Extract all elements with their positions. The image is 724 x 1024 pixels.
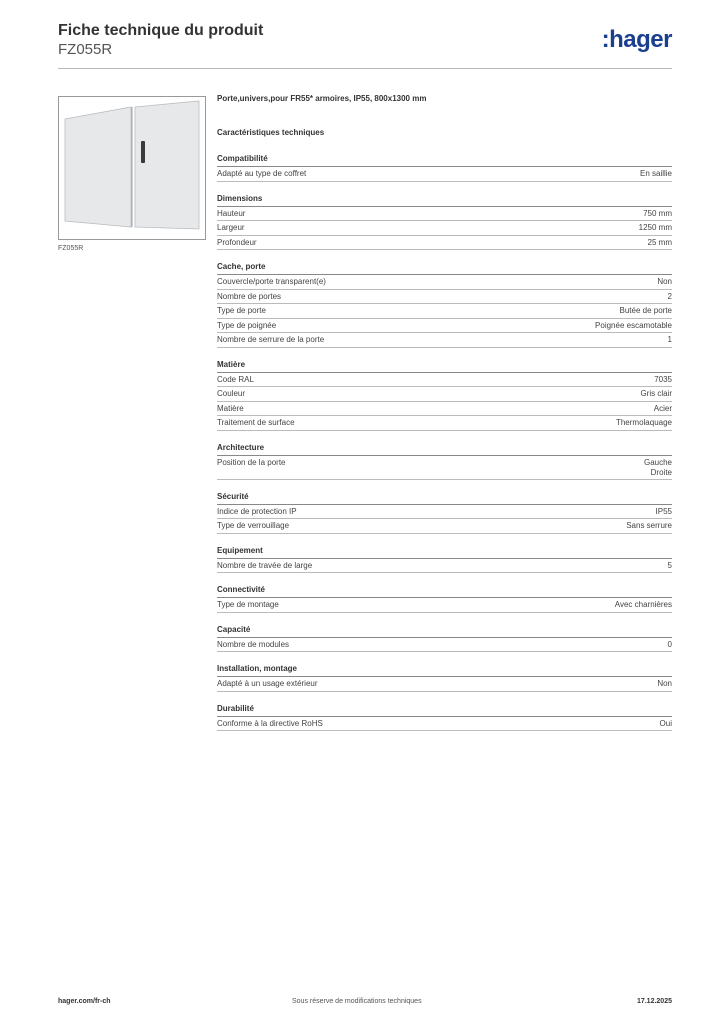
spec-value xyxy=(626,521,672,532)
spec-value-line: En saillie xyxy=(639,169,672,178)
spec-section xyxy=(217,492,672,534)
spec-label: Type de montage xyxy=(217,600,279,609)
spec-row xyxy=(217,387,672,402)
spec-value-line: Non xyxy=(657,277,672,286)
spec-value-line: Oui xyxy=(659,718,672,728)
characteristics-title: Caractéristiques techniques xyxy=(217,128,325,137)
spec-row xyxy=(217,207,672,222)
spec-value-line: 0 xyxy=(667,639,672,649)
spec-value xyxy=(643,209,672,220)
section-title: Compatibilité xyxy=(217,154,672,167)
spec-label: Type de poignée xyxy=(217,320,277,330)
spec-value-line: Poignée escamotable xyxy=(595,320,672,330)
spec-label: Position de la porte xyxy=(217,457,286,467)
spec-value-line: Gauche xyxy=(643,457,672,467)
spec-label: Couvercle/porte transparent(e) xyxy=(217,277,326,286)
section-title: Dimensions xyxy=(217,194,672,207)
spec-value-line: Acier xyxy=(653,403,672,413)
spec-section xyxy=(217,194,672,251)
spec-value xyxy=(616,418,672,429)
spec-value-line: 2 xyxy=(667,291,672,301)
spec-label: Profondeur xyxy=(217,237,257,247)
spec-section xyxy=(217,625,672,653)
spec-row xyxy=(217,677,672,692)
spec-value-line: Non xyxy=(657,679,672,688)
spec-row xyxy=(217,519,672,534)
spec-value xyxy=(644,458,672,478)
spec-content xyxy=(217,94,672,731)
spec-value xyxy=(660,719,672,730)
spec-label: Largeur xyxy=(217,223,245,232)
spec-section xyxy=(217,360,672,431)
header-divider xyxy=(58,68,672,69)
spec-value-line: Droite xyxy=(650,467,672,477)
spec-value xyxy=(639,223,672,234)
spec-value xyxy=(654,375,672,386)
hager-logo[interactable]: :hager xyxy=(601,26,672,53)
section-title: Capacité xyxy=(217,625,672,638)
door-panels-illustration xyxy=(59,97,205,239)
spec-value xyxy=(668,640,672,651)
spec-row xyxy=(217,717,672,732)
spec-value xyxy=(657,277,672,288)
spec-row xyxy=(217,167,672,182)
spec-value-line: 5 xyxy=(667,560,672,570)
spec-label: Nombre de serrure de la porte xyxy=(217,335,325,344)
spec-value xyxy=(668,561,672,572)
spec-value xyxy=(640,169,672,180)
spec-value xyxy=(668,292,672,303)
spec-value xyxy=(615,600,672,611)
spec-label: Code RAL xyxy=(217,374,254,384)
spec-row xyxy=(217,221,672,236)
spec-value-line: 1 xyxy=(667,335,672,344)
spec-section xyxy=(217,546,672,574)
product-image xyxy=(58,96,206,240)
page-title: Fiche technique du produit xyxy=(58,22,264,39)
spec-label: Adapté à un usage extérieur xyxy=(217,679,318,688)
spec-section xyxy=(217,262,672,348)
spec-value xyxy=(657,679,672,690)
spec-row xyxy=(217,638,672,653)
spec-value xyxy=(656,507,672,518)
spec-value xyxy=(654,404,672,415)
spec-label: Hauteur xyxy=(217,208,246,218)
spec-value-line: Thermolaquage xyxy=(615,418,672,427)
spec-row xyxy=(217,333,672,348)
spec-label: Conforme à la directive RoHS xyxy=(217,718,323,728)
spec-row xyxy=(217,319,672,334)
section-title: Cache, porte xyxy=(217,262,672,275)
product-reference: FZ055R xyxy=(58,41,113,58)
page-header xyxy=(58,20,672,70)
section-title: Architecture xyxy=(217,443,672,456)
spec-row xyxy=(217,236,672,251)
spec-value-line: 750 mm xyxy=(643,208,672,218)
spec-value-line: IP55 xyxy=(655,506,672,516)
spec-label: Adapté au type de coffret xyxy=(217,169,307,178)
spec-value xyxy=(595,321,672,332)
spec-value xyxy=(640,389,672,400)
spec-section xyxy=(217,664,672,692)
spec-label: Traitement de surface xyxy=(217,418,295,427)
spec-section xyxy=(217,154,672,182)
spec-value-line: 1250 mm xyxy=(638,223,672,232)
spec-value xyxy=(668,335,672,346)
spec-row xyxy=(217,505,672,520)
spec-value-line: Avec charnières xyxy=(614,600,672,609)
spec-row xyxy=(217,275,672,290)
section-title: Equipement xyxy=(217,546,672,559)
section-title: Matière xyxy=(217,360,672,373)
footer-website-link[interactable]: hager.com/fr-ch xyxy=(58,998,111,1005)
spec-value xyxy=(620,306,672,317)
spec-row xyxy=(217,456,672,480)
spec-label: Nombre de travée de large xyxy=(217,560,313,570)
spec-row xyxy=(217,290,672,305)
spec-section xyxy=(217,585,672,613)
spec-row xyxy=(217,402,672,417)
spec-row xyxy=(217,304,672,319)
spec-section xyxy=(217,704,672,732)
spec-label: Type de porte xyxy=(217,306,266,315)
section-title: Connectivité xyxy=(217,585,672,598)
spec-value-line: Butée de porte xyxy=(619,306,672,315)
footer-disclaimer: Sous réserve de modifications techniques xyxy=(292,998,422,1005)
spec-sections xyxy=(217,154,672,731)
spec-value-line: 25 mm xyxy=(647,237,672,247)
spec-label: Couleur xyxy=(217,389,246,398)
section-title: Sécurité xyxy=(217,492,672,505)
section-title: Durabilité xyxy=(217,704,672,717)
spec-row xyxy=(217,373,672,388)
spec-section xyxy=(217,443,672,480)
product-description: Porte,univers,pour FR55* armoires, IP55, 800x1300 mm xyxy=(217,94,427,103)
spec-value xyxy=(648,238,672,249)
spec-label: Nombre de modules xyxy=(217,639,290,649)
spec-value-line: Sans serrure xyxy=(626,521,672,530)
section-title: Installation, montage xyxy=(217,664,672,677)
spec-label: Indice de protection IP xyxy=(217,506,297,516)
spec-label: Matière xyxy=(217,403,244,413)
spec-label: Nombre de portes xyxy=(217,291,282,301)
spec-row xyxy=(217,598,672,613)
spec-value-line: Gris clair xyxy=(640,389,672,398)
page-footer xyxy=(58,998,672,1010)
image-caption: FZ055R xyxy=(58,245,84,252)
spec-row xyxy=(217,416,672,431)
spec-value-line: 7035 xyxy=(654,374,672,384)
footer-date: 17.12.2025 xyxy=(636,998,672,1005)
spec-row xyxy=(217,559,672,574)
spec-label: Type de verrouillage xyxy=(217,521,290,530)
